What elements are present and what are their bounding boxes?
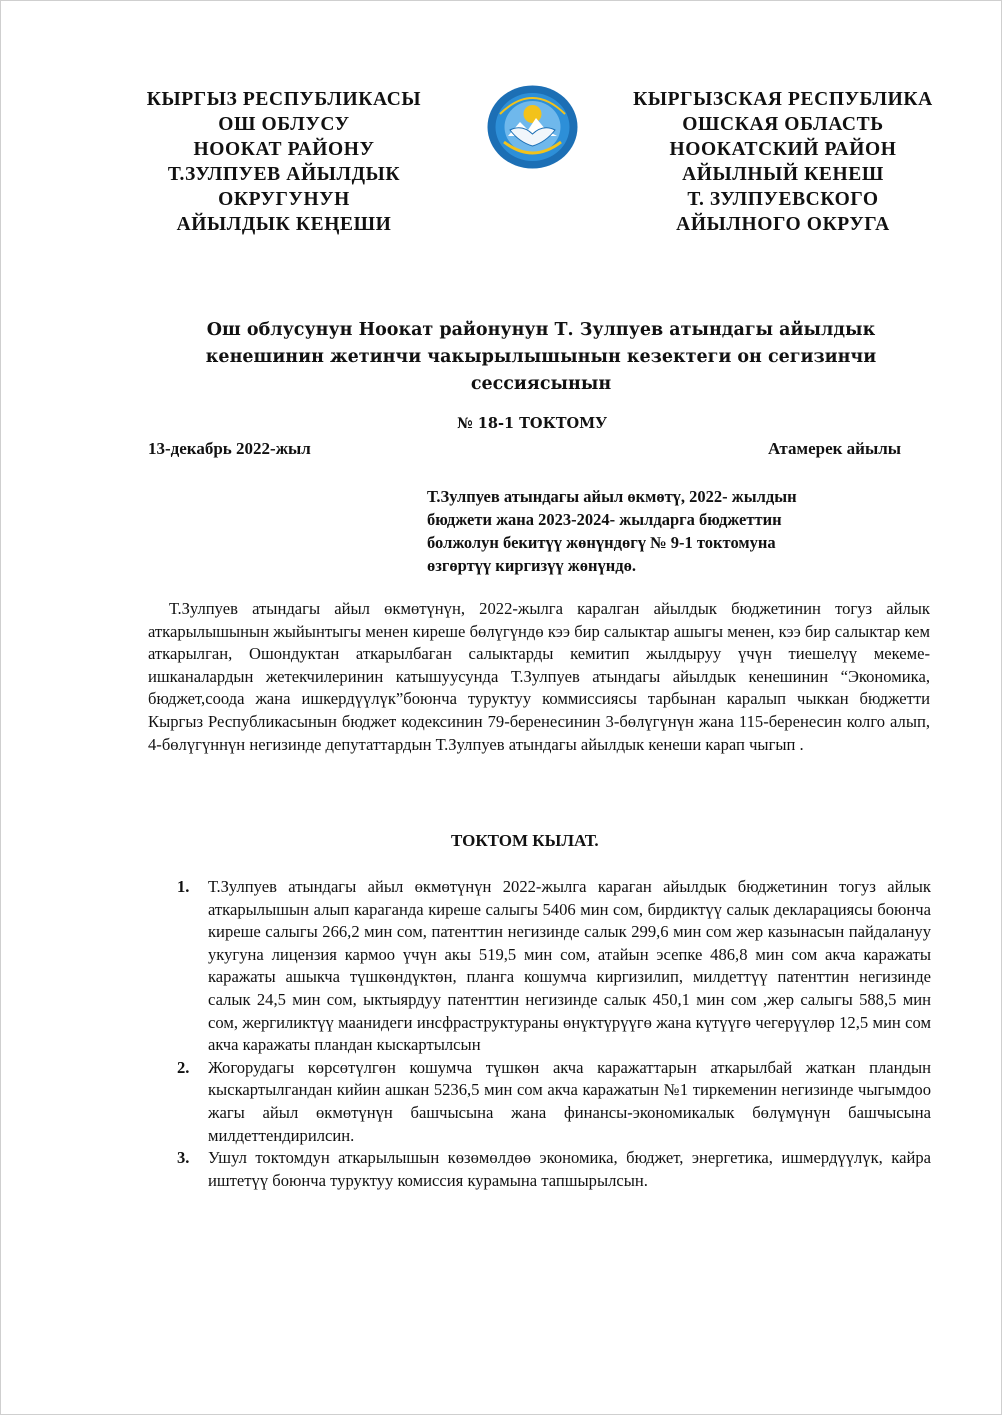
document-place: Атамерек айылы: [768, 439, 902, 458]
title-line: кенешинин жетинчи чакырылышынын кезектеги он сегизинчи: [205, 347, 877, 367]
resolution-items: [171, 876, 931, 1192]
subject-line: бюджети жана 2023-2024- жылдарга бюджеттин: [427, 510, 782, 529]
title-line: Ош облусунун Ноокат районунун Т. Зулпуев атындагы айылдык: [206, 320, 876, 340]
session-title: [151, 317, 931, 398]
subject-line: болжолун бекитүү жөнүндөгү № 9-1 токтомуна: [427, 533, 776, 552]
item-number: 1.: [177, 877, 190, 896]
resolves-heading: ТОКТОМ КЫЛАТ.: [451, 831, 599, 850]
header-left-line: ОКРУГУНУН: [218, 189, 350, 210]
header-russian-block: [618, 87, 948, 237]
header-kyrgyz-block: [119, 87, 449, 237]
header-left-line: Т.ЗУЛПУЕВ АЙЫЛДЫК: [167, 164, 401, 185]
header-right-line: АЙЫЛНЫЙ КЕНЕШ: [682, 164, 884, 185]
header-right-line: Т. ЗУЛПУЕВСКОГО: [687, 189, 879, 210]
header-right-line: НООКАТСКИЙ РАЙОН: [669, 139, 897, 160]
item-text: Т.Зулпуев атындагы айыл өкмөтүнүн 2022-жылга караган айылдык бюджетинин тогуз айлык аткарылышын алып караганда киреше салыгы 5406 мин сом, бирдиктүү салык декларациясы боюнча киреше салыгы 266,2 мин сом, патенттин негизинде салык 299,6 мин сом жер казынасын пайдалануу укугуна лицензия кармоо үчүн акы 519,5 мин сом, атайын эсепке 486,8 мин сом акча каражаты каражаты ашыкча түшкөндүктөн, планга кошумча киргизилип, милдеттүү патенттин негизинде салык 24,5 мин сом, ыктыярдуу патенттин негизинде салык 450,1 мин сом ,жер салыгы 588,5 мин сом, жергиликтүү маанидеги инсфраструктураны өнүктүрүүгө жана күтүүгө чегерүүлөр 12,5 мин сом акча каражаты пландан кыскартылсын: [208, 877, 931, 1055]
item-number: 3.: [177, 1148, 190, 1168]
resolution-item: [171, 1057, 931, 1147]
header-right-line: ОШСКАЯ ОБЛАСТЬ: [682, 114, 884, 135]
header-left-line: АЙЫЛДЫК КЕҢЕШИ: [176, 214, 392, 235]
item-number: 2.: [177, 1057, 190, 1077]
title-line: сессиясынын: [470, 374, 612, 394]
item-text: Ушул токтомдун аткарылышын көзөмөлдөө экономика, бюджет, энергетика, ишмердүүлүк, кайра иштетүү боюнча туруктуу комиссия курамына тапшырылсын.: [208, 1148, 931, 1190]
subject-line: Т.Зулпуев атындагы айыл өкмөтү, 2022- жылдын: [427, 487, 797, 506]
header-left-line: КЫРГЫЗ РЕСПУБЛИКАСЫ: [146, 89, 422, 110]
header-right-line: АЙЫЛНОГО ОКРУГА: [676, 214, 890, 235]
document-date: 13-декабрь 2022-жыл: [148, 439, 311, 458]
header-left-line: НООКАТ РАЙОНУ: [193, 139, 375, 160]
resolution-subject: [427, 485, 907, 577]
item-text: Жогорудагы көрсөтүлгөн кошумча түшкөн акча каражаттарын аткарылбай жаткан пландын кыскартылгандан кийин ашкан 5236,5 мин сом акча каражатын №1 тиркеменин негизинде чыгымдоо жагы айыл өкмөтүнүн башчысына жана финансы-экономикалык бөлүмүнүн башчысына милдеттендирилсин.: [208, 1057, 931, 1145]
resolution-item: [171, 1147, 931, 1192]
document-number: № 18-1 ТОКТОМУ: [457, 415, 607, 432]
header-right-line: КЫРГЫЗСКАЯ РЕСПУБЛИКА: [633, 89, 933, 110]
subject-line: өзгөртүү киргизүү жөнүндө.: [427, 556, 636, 575]
preamble-paragraph: Т.Зулпуев атындагы айыл өкмөтүнүн, 2022-жылга каралган айылдык бюджетинин тогуз айлык аткарылышынын жыйынтыгы менен киреше бөлүгүндө кээ бир салыктар ашыгы менен, кээ бир салыктар кем аткарылган, Ошондуктан аткарылбаган салыктарды кемитип жылдыруу үчүн тиешелүү мекеме-ишканалардын жетекчилеринин катышуусунда Т.Зулпуев атындагы айылдык кенешинин “Экономика, бюджет,соода жана ишкердүүлүк”боюнча туруктуу коммиссиясы тарбынан каралып чыккан бюджетти Кыргыз Республикасынын бюджет кодексинин 79-беренесинин 3-бөлүгүнүн жана 115-беренесин колго алып, 4-бөлүгүннүн негизинде депутаттардын Т.Зулпуев атындагы айылдык кенеши карап чыгып .: [148, 599, 930, 754]
header-left-line: ОШ ОБЛУСУ: [218, 114, 350, 135]
kyrgyz-state-emblem-icon: [486, 84, 579, 170]
resolution-item: [171, 876, 931, 1057]
